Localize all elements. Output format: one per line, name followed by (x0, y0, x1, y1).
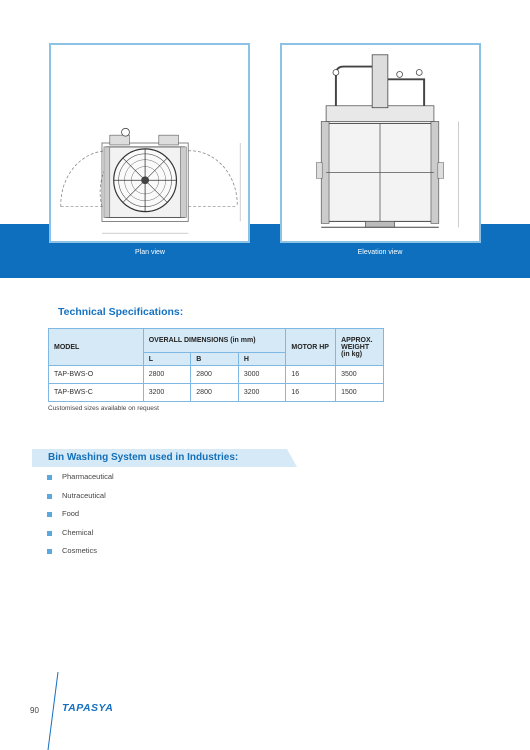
list-item: Nutraceutical (47, 489, 114, 508)
square-bullet-icon (47, 531, 52, 536)
cell-weight: 1500 (336, 384, 384, 402)
col-model: MODEL (49, 329, 144, 366)
table-row (49, 384, 384, 402)
elevation-view-drawing (282, 45, 479, 241)
page-number: 90 (30, 706, 39, 715)
plan-view-figure (49, 43, 250, 243)
cell-model: TAP-BWS-C (49, 384, 144, 402)
elevation-view-figure (280, 43, 481, 243)
col-l: L (143, 353, 191, 366)
cell-l: 3200 (143, 384, 191, 402)
cell-weight: 3500 (336, 366, 384, 384)
custom-sizes-note: Customised sizes available on request (48, 405, 159, 412)
col-b: B (191, 353, 239, 366)
col-weight: APPROX. WEIGHT (in kg) (336, 329, 384, 366)
divider-slash (46, 672, 60, 750)
industries-list (47, 470, 114, 563)
list-item: Pharmaceutical (47, 470, 114, 489)
table-row (49, 366, 384, 384)
cell-hp: 16 (286, 366, 336, 384)
list-item: Cosmetics (47, 544, 114, 563)
cell-h: 3200 (238, 384, 286, 402)
plan-view-drawing (51, 45, 248, 241)
industries-title: Bin Washing System used in Industries: (48, 452, 239, 463)
square-bullet-icon (47, 549, 52, 554)
square-bullet-icon (47, 475, 52, 480)
cell-b: 2800 (191, 366, 239, 384)
elevation-view-caption: Elevation view (357, 249, 403, 256)
col-motor-hp: MOTOR HP (286, 329, 336, 366)
specs-table (48, 328, 384, 402)
specs-title: Technical Specifications: (58, 306, 184, 318)
cell-b: 2800 (191, 384, 239, 402)
square-bullet-icon (47, 494, 52, 499)
cell-h: 3000 (238, 366, 286, 384)
cell-model: TAP-BWS-O (49, 366, 144, 384)
list-item: Chemical (47, 526, 114, 545)
square-bullet-icon (47, 512, 52, 517)
cell-l: 2800 (143, 366, 191, 384)
cell-hp: 16 (286, 384, 336, 402)
tapasya-logo: TAPASYA (62, 702, 114, 714)
list-item: Food (47, 507, 114, 526)
industries-banner (32, 449, 297, 467)
plan-view-caption: Plan view (135, 249, 165, 256)
col-h: H (238, 353, 286, 366)
col-overall-dimensions: OVERALL DIMENSIONS (in mm) (143, 329, 286, 353)
